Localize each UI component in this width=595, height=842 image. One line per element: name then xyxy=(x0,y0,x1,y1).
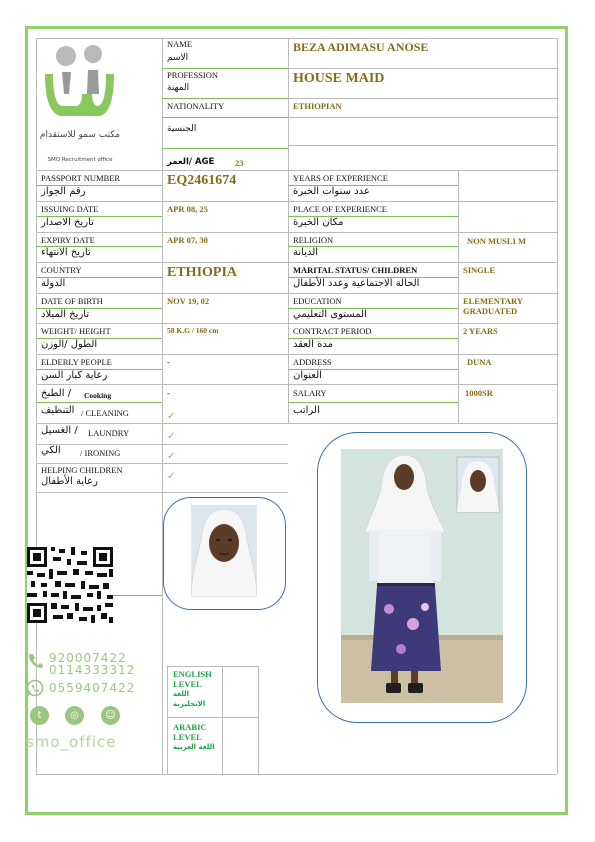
place-exp-label-ar: مكان الخبرة xyxy=(293,217,344,228)
laundry-check: ✓ xyxy=(167,431,176,442)
profession-value: HOUSE MAID xyxy=(293,71,385,86)
expiry-value: APR 07, 30 xyxy=(167,235,208,245)
contract-label-ar: مدة العقد xyxy=(293,339,333,350)
phone-icon xyxy=(27,652,43,668)
ironing-label-ar: الكي xyxy=(41,445,61,456)
country-label-ar: الدولة xyxy=(41,278,66,289)
profession-label: PROFESSION xyxy=(167,70,219,80)
cleaning-label: / CLEANING xyxy=(81,408,129,418)
cooking-value: - xyxy=(167,388,170,398)
portrait-photo xyxy=(191,505,257,597)
phone-3: 0559407422 xyxy=(49,681,136,695)
address-label: ADDRESS xyxy=(293,357,332,367)
elderly-label: ELDERLY PEOPLE xyxy=(41,357,112,367)
logo-brand-ar: مكتب سمو للاستقدام xyxy=(39,130,121,140)
salary-value: 1000SR xyxy=(465,388,493,398)
english-level-label-ar: اللغة الانجليزية xyxy=(173,690,206,708)
name-label: NAME xyxy=(167,39,193,49)
expiry-label-ar: تاريخ الانتهاء xyxy=(41,247,91,258)
helping-check: ✓ xyxy=(167,471,176,482)
country-label: COUNTRY xyxy=(41,265,82,275)
address-value: DUNA xyxy=(467,357,492,367)
contract-value: 2 YEARS xyxy=(463,326,498,336)
marital-label-ar: الحالة الاجتماعية وعدد الأطفال xyxy=(293,278,420,289)
nationality-label: NATIONALITY xyxy=(167,101,225,111)
country-value: ETHIOPIA xyxy=(167,265,238,280)
ironing-label: / IRONING xyxy=(80,448,121,458)
marital-value: SINGLE xyxy=(463,265,496,275)
dob-label-ar: تاريخ الميلاد xyxy=(41,309,90,320)
cooking-label: Cooking xyxy=(84,391,112,400)
helping-label: HELPING CHILDREN xyxy=(41,465,123,475)
salary-label: SALARY xyxy=(293,388,327,398)
snapchat-icon[interactable]: ☺ xyxy=(101,706,120,725)
address-label-ar: العنوان xyxy=(293,370,322,381)
age-value: 23 xyxy=(235,158,244,168)
social-handle: smo_office xyxy=(26,733,117,751)
education-value: ELEMENTARY GRADUATED xyxy=(463,296,523,316)
cleaning-check: ✓ xyxy=(167,411,176,422)
education-label-ar: المستوى التعليمي xyxy=(293,309,367,320)
profession-label-ar: المهنة xyxy=(167,83,190,93)
contract-label: CONTRACT PERIOD xyxy=(293,326,372,336)
passport-label-ar: رقم الجواز xyxy=(41,186,86,197)
education-label: EDUCATION xyxy=(293,296,342,306)
dob-value: NOV 19, 02 xyxy=(167,296,210,306)
religion-value: NON MUSLI M xyxy=(467,236,527,246)
qr-code xyxy=(27,547,113,623)
years-exp-label-ar: عدد سنوات الخبرة xyxy=(293,186,370,197)
passport-value: EQ2461674 xyxy=(167,173,237,188)
name-value: BEZA ADIMASU ANOSE xyxy=(293,40,429,54)
cleaning-label-ar: التنظيف xyxy=(41,405,75,416)
weight-value: 58 K.G / 160 cm xyxy=(167,326,219,335)
nationality-value: ETHIOPIAN xyxy=(293,101,342,111)
english-level-label: ENGLISH LEVEL اللغة الانجليزية xyxy=(173,669,221,709)
marital-label: MARITAL STATUS/ CHILDREN xyxy=(293,265,418,275)
weight-label: WEIGHT/ HEIGHT xyxy=(41,326,111,336)
ironing-check: ✓ xyxy=(167,451,176,462)
weight-label-ar: الطول /الوزن xyxy=(41,339,98,350)
laundry-label: LAUNDRY xyxy=(88,428,130,438)
twitter-icon[interactable]: t xyxy=(30,706,49,725)
logo-brand-en: SMO Recruitment office xyxy=(47,157,113,163)
phone-1: 920007422 xyxy=(49,651,127,665)
religion-label: RELIGION xyxy=(293,235,334,245)
arabic-level-label: ARABIC LEVEL اللغة العربية xyxy=(173,722,221,752)
fullbody-photo xyxy=(341,449,503,703)
age-label: العمر/ AGE xyxy=(167,157,215,167)
whatsapp-icon xyxy=(26,679,44,697)
years-exp-label: YEARS OF EXPERIENCE xyxy=(293,173,388,183)
phone-2: 0114333312 xyxy=(49,663,136,677)
cooking-label-ar: الطبخ / xyxy=(41,388,72,399)
helping-label-ar: رعاية الأطفال xyxy=(41,476,98,487)
instagram-icon[interactable]: ◎ xyxy=(65,706,84,725)
dob-label: DATE OF BIRTH xyxy=(41,296,103,306)
place-exp-label: PLACE OF EXPERIENCE xyxy=(293,204,387,214)
nationality-label-ar: الجنسية xyxy=(167,124,197,134)
religion-label-ar: الديانة xyxy=(293,247,319,258)
elderly-value: - xyxy=(167,357,170,367)
salary-label-ar: الراتب xyxy=(293,405,320,416)
name-label-ar: الاسم xyxy=(167,53,189,63)
expiry-label: EXPIRY DATE xyxy=(41,235,95,245)
issuing-label: ISSUING DATE xyxy=(41,204,99,214)
laundry-label-ar: الغسيل / xyxy=(41,425,78,436)
issuing-label-ar: تاريخ الاصدار xyxy=(41,217,94,228)
logo xyxy=(40,42,125,139)
passport-label: PASSPORT NUMBER xyxy=(41,173,121,183)
arabic-level-label-ar: اللغة العربية xyxy=(173,743,215,751)
issuing-value: APR 08, 25 xyxy=(167,204,208,214)
elderly-label-ar: رعاية كبار السن xyxy=(41,370,108,381)
